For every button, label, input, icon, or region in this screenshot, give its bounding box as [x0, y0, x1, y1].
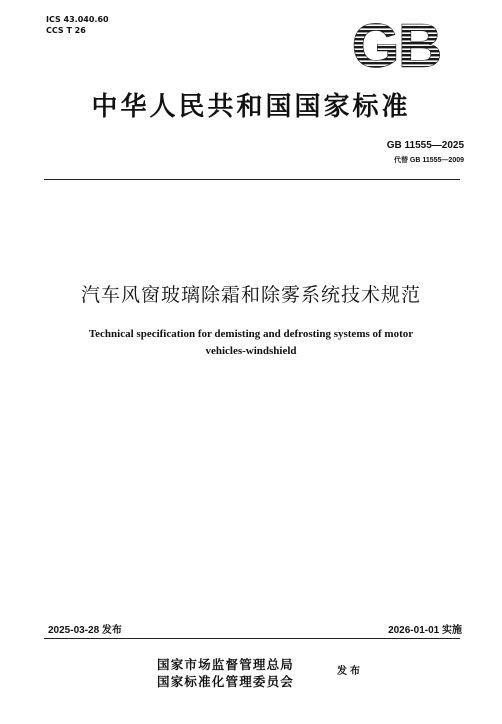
title-en-line2: vehicles-windshield: [205, 345, 297, 357]
document-title-cn: 汽车风窗玻璃除霜和除雾系统技术规范: [80, 284, 421, 306]
standard-number: GB 11555—2025: [386, 140, 464, 151]
issuer-sac: 国家标准化管理委员会: [157, 674, 295, 689]
gb-logo-text: GB: [351, 18, 441, 72]
issue-label: 发布: [337, 666, 363, 677]
issuer-samr: 国家市场监督管理总局: [157, 657, 295, 672]
ccs-code: CCS T 26: [46, 26, 86, 35]
issuing-authorities: [157, 656, 294, 690]
gb-logo: [344, 18, 448, 72]
replaced-standard: 代替 GB 11555—2009: [393, 157, 464, 164]
ics-code: ICS 43.040.60: [46, 15, 109, 24]
issue-date: 2025-03-28 发布: [48, 625, 122, 636]
top-divider: [44, 179, 460, 180]
implementation-date: 2026-01-01 实施: [388, 625, 462, 636]
classification-codes: [46, 14, 109, 36]
title-en-line1: Technical specification for demisting and defrosting systems of motor: [88, 328, 414, 340]
bottom-divider: [44, 638, 460, 639]
document-title-en: [60, 326, 442, 360]
country-standard-title: 中华人民共和国国家标准: [91, 92, 411, 122]
